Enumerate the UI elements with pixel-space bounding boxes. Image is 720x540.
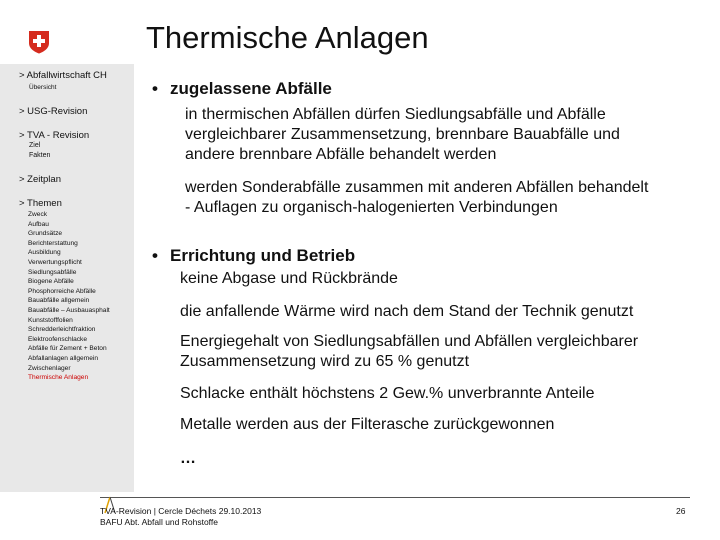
paragraph-zugelassene bbox=[185, 105, 620, 165]
bullet-dot-icon: • bbox=[152, 246, 158, 265]
sidebar-topic[interactable]: Zweck bbox=[28, 211, 48, 218]
footer-divider bbox=[100, 497, 690, 498]
text-line: in thermischen Abfällen dürfen Siedlungsabfälle und Abfälle bbox=[185, 106, 606, 123]
footer-line-2: BAFU Abt. Abfall und Rohstoffe bbox=[100, 517, 218, 527]
sidebar-topic[interactable]: Verwertungspflicht bbox=[28, 258, 82, 266]
sidebar-topic[interactable]: Elektroofenschlacke bbox=[28, 335, 88, 343]
sidebar-topic[interactable]: Schredderleichtfraktion bbox=[28, 326, 96, 334]
text-line: andere brennbare Abfälle behandelt werden bbox=[185, 146, 497, 163]
sidebar-item-abfallwirtschaft[interactable]: > Abfallwirtschaft CH bbox=[19, 70, 107, 81]
sidebar-topic-list bbox=[28, 210, 110, 383]
sidebar-topic-active[interactable]: Thermische Anlagen bbox=[28, 374, 89, 382]
sidebar-subitem-uebersicht[interactable]: Übersicht bbox=[29, 84, 57, 91]
sidebar-item-tva-revision[interactable]: > TVA - Revision bbox=[19, 130, 90, 141]
sidebar-topic[interactable]: Bauabfälle – Ausbauasphalt bbox=[28, 306, 110, 314]
sidebar-topic[interactable]: Ausbildung bbox=[28, 249, 61, 257]
sidebar-topic[interactable]: Siedlungsabfälle bbox=[28, 268, 77, 276]
sidebar-topic[interactable]: Biogene Abfälle bbox=[28, 278, 74, 286]
page-number: 26 bbox=[676, 506, 686, 516]
sidebar-topic[interactable]: Berichterstattung bbox=[28, 239, 78, 247]
bullet-dot-icon: • bbox=[152, 79, 158, 98]
sidebar-topic[interactable]: Zwischenlager bbox=[28, 364, 71, 372]
text-line: Metalle werden aus der Filterasche zurückgewonnen bbox=[180, 416, 555, 433]
sidebar-topic[interactable]: Grundsätze bbox=[28, 230, 63, 238]
sidebar-topic[interactable]: Kunststofffolien bbox=[28, 316, 73, 324]
page-title: Thermische Anlagen bbox=[146, 20, 429, 55]
text-line: Schlacke enthält höchstens 2 Gew.% unverbrannte Anteile bbox=[180, 385, 595, 402]
sidebar-topic[interactable]: Abfallanlagen allgemein bbox=[28, 354, 99, 362]
sidebar-item-themen[interactable]: > Themen bbox=[19, 198, 62, 209]
text-line: Zusammensetzung wird zu 65 % genutzt bbox=[180, 353, 470, 370]
paragraph-energiegehalt bbox=[180, 332, 638, 372]
sidebar-topic[interactable]: Abfälle für Zement + Beton bbox=[28, 345, 107, 353]
sidebar-item-usg-revision[interactable]: > USG-Revision bbox=[19, 106, 88, 117]
footer-text bbox=[100, 506, 261, 528]
swiss-flag-icon bbox=[28, 30, 50, 54]
footer-line-1: TVA-Revision | Cercle Déchets 29.10.2013 bbox=[100, 506, 262, 516]
bullet-heading-zugelassene-abfaelle: • zugelassene Abfälle bbox=[152, 79, 332, 98]
text-line: keine Abgase und Rückbrände bbox=[180, 270, 398, 287]
text-line: die anfallende Wärme wird nach dem Stand der Technik genutzt bbox=[180, 303, 634, 320]
sidebar-topic[interactable]: Bauabfälle allgemein bbox=[28, 297, 90, 305]
paragraph-sonderabfaelle bbox=[185, 178, 648, 218]
text-line: vergleichbarer Zusammensetzung, brennbare Bauabfälle und bbox=[185, 126, 620, 143]
sidebar-subitem-ziel[interactable]: Ziel bbox=[29, 142, 41, 149]
text-line: werden Sonderabfälle zusammen mit anderen Abfällen behandelt bbox=[185, 179, 649, 196]
sidebar-subitem-fakten[interactable]: Fakten bbox=[29, 152, 51, 159]
text-line: Energiegehalt von Siedlungsabfällen und Abfällen vergleichbarer bbox=[180, 333, 639, 350]
sidebar-item-zeitplan[interactable]: > Zeitplan bbox=[19, 174, 61, 185]
ellipsis: … bbox=[180, 450, 196, 467]
sidebar-topic[interactable]: Phosphorreiche Abfälle bbox=[28, 287, 96, 295]
text-line: - Auflagen zu organisch-halogenierten Verbindungen bbox=[185, 199, 558, 216]
bullet-heading-errichtung: • Errichtung und Betrieb bbox=[152, 246, 356, 265]
sidebar-topic[interactable]: Aufbau bbox=[28, 220, 49, 228]
